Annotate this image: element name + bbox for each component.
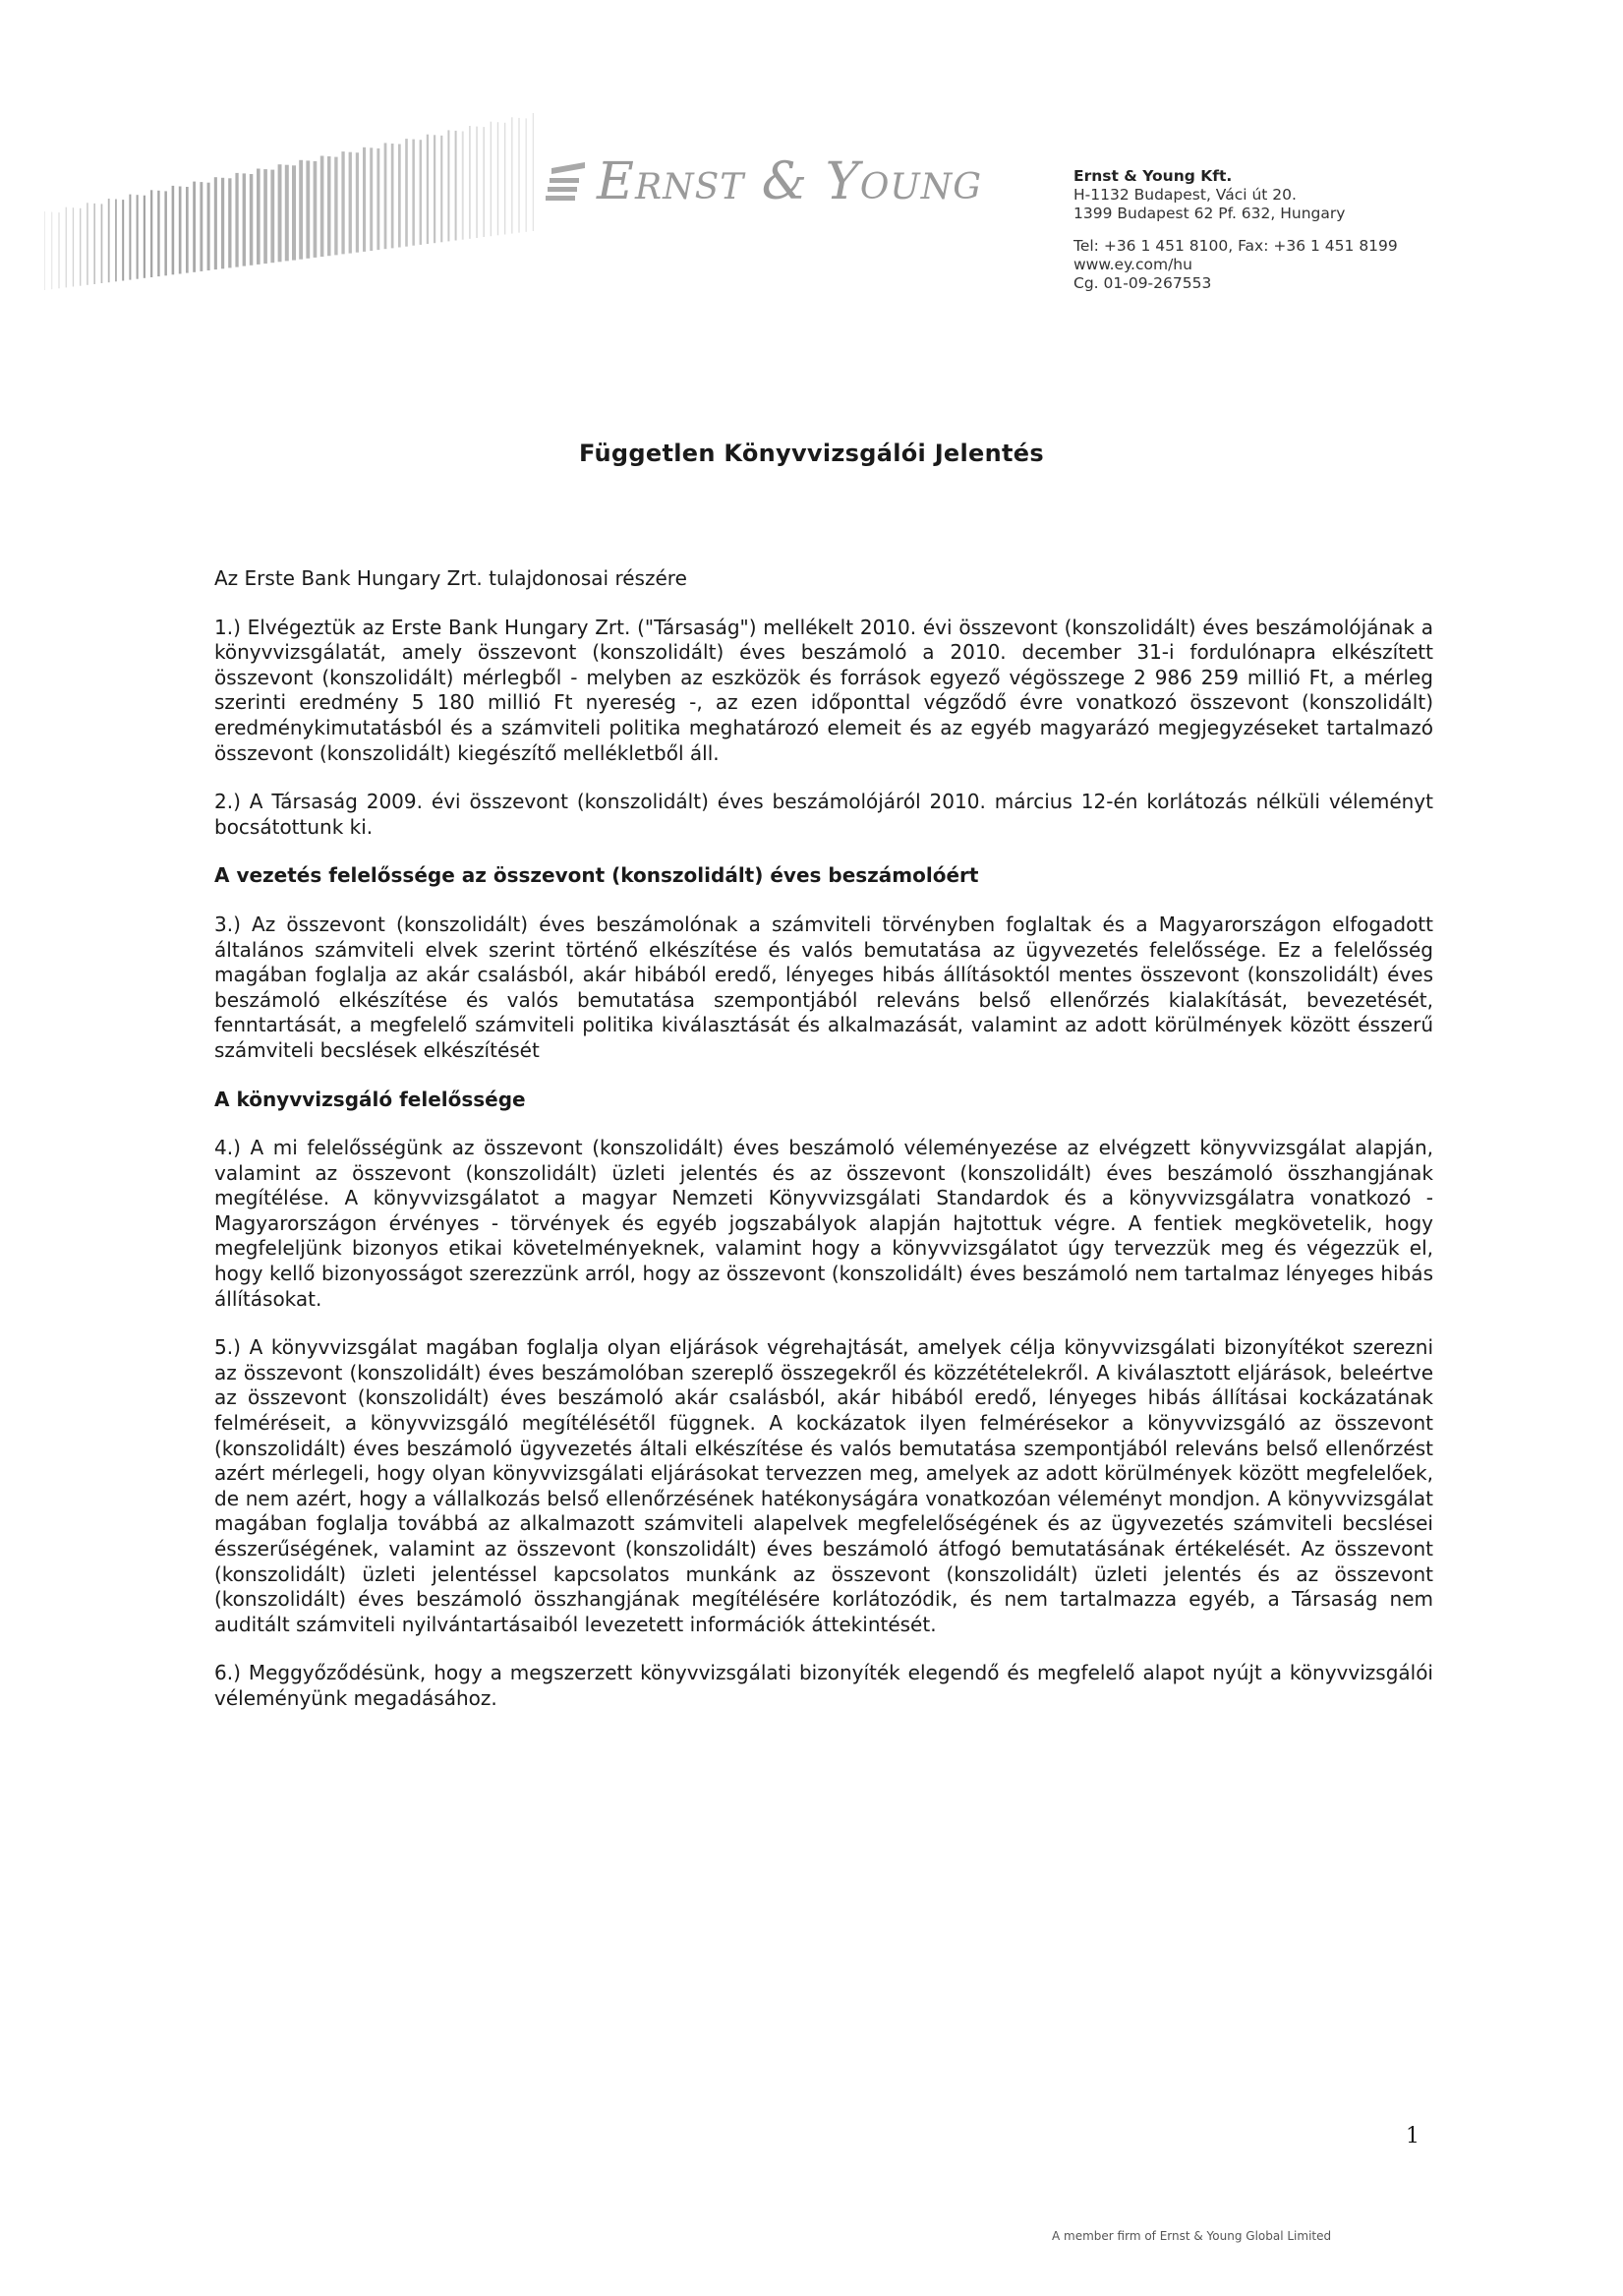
- header-bar: [349, 152, 352, 254]
- paragraph: 2.) A Társaság 2009. évi összevont (konszolidált) éves beszámolójáról 2010. március 12-én korlátozás nélküli véleményt bocsátottunk ki.: [214, 790, 1433, 839]
- header-bar: [356, 152, 359, 253]
- header-bar: [455, 131, 457, 241]
- paragraph: 4.) A mi felelősségünk az összevont (konszolidált) éves beszámoló véleményezése az elvégzett könyvvizsgálat alapján, valamint az összevont (konszolidált) üzleti jelentés és az összevont (konszolidált) éves beszámoló összhangjának megítélése. A könyvvizsgálatot a magyar Nemzeti Könyvvizsgálati Standardok és a könyvvizsgálatra vonatkozó - Magyarországon érvényes - törvények és egyéb jogszabályok alapján hajtottuk végre. A fentiek megkövetelik, hogy megfeleljünk bizonyos etikai követelményeknek, valamint hogy a könyvvizsgálatot úgy tervezzük meg és végezzük el, hogy kellő bizonyosságot szerezzünk arról, hogy az összevont (konszolidált) éves beszámoló nem tartalmaz lényeges hibás állításokat.: [214, 1136, 1433, 1311]
- header-bar: [137, 195, 139, 279]
- header-bar: [363, 147, 366, 252]
- header-bar: [412, 140, 415, 246]
- contact-line: Tel: +36 1 451 8100, Fax: +36 1 451 8199: [1073, 237, 1398, 255]
- header-bar: [327, 156, 331, 256]
- header-bar: [250, 174, 253, 265]
- header-bar: [462, 132, 464, 240]
- header-bar: [314, 161, 318, 258]
- header-bar: [66, 207, 67, 288]
- header-bar: [235, 173, 238, 267]
- header-bar: [243, 173, 246, 265]
- header-bar: [476, 127, 478, 238]
- header-bar: [483, 127, 485, 237]
- header-bar: [334, 157, 337, 256]
- header-bar: [186, 187, 189, 273]
- header-bar: [44, 211, 45, 290]
- header-bar: [497, 122, 498, 235]
- header-bars-graphic: [39, 103, 551, 300]
- paragraph: 6.) Meggyőződésünk, hogy a megszerzett könyvvizsgálati bizonyíték elegendő és megfelelő alapot nyújt a könyvvizsgálói véleményünk megadásához.: [214, 1661, 1433, 1710]
- paragraph: 5.) A könyvvizsgálat magában foglalja olyan eljárások végrehajtását, amelyek célja könyvvizsgálati bizonyítékot szerezni az összevont (konszolidált) éves beszámolóban szereplő összegekről és közzétételekről. A kiválasztott eljárások, beleértve az összevont (konszolidált) éves beszámoló akár csalásból, akár hibából eredő, lényeges hibás állításai kockázatának felméréseit, a könyvvizsgáló megítélésétől függnek. A kockázatok ilyen felmérésekor a könyvvizsgáló az összevont (konszolidált) éves beszámoló ügyvezetés általi elkészítése és valós bemutatása szempontjából releváns belső ellenőrzést azért mérlegeli, hogy olyan könyvvizsgálati eljárásokat tervezzen meg, amelyek az adott körülmények között megfelelőek, de nem azért, hogy a vállalkozás belső ellenőrzésének hatékonyságára vonatkozóan véleményt mondjon. A könyvvizsgálat magában foglalja továbbá az alkalmazott számviteli alapelvek megfelelőségének és az ügyvezetés számviteli becslései ésszerűségének, valamint az összevont (konszolidált) éves beszámoló átfogó bemutatásának értékelését. Az összevont (konszolidált) üzleti jelentéssel kapcsolatos munkánk az összevont (konszolidált) üzleti jelentés és az összevont (konszolidált) éves beszámoló összhangjának megítélésére korlátozódik, és nem tartalmazza egyéb, a Társaság nem auditált számviteli nyilvántartásaiból levezetett információk áttekintését.: [214, 1335, 1433, 1636]
- header-bar: [491, 122, 493, 237]
- header-bar: [172, 186, 175, 274]
- page-number: 1: [1406, 2124, 1420, 2149]
- section-heading: A könyvvizsgáló felelőssége: [214, 1087, 526, 1111]
- logo-mark-icon: [546, 162, 589, 202]
- header-bar: [257, 169, 261, 265]
- header-bar: [221, 178, 224, 268]
- paragraph: 1.) Elvégeztük az Erste Bank Hungary Zrt. ("Társaság") mellékelt 2010. évi összevont (konszolidált) éves beszámolójának a könyvvizsgálatát, amely összevont (konszolidált) éves beszámoló a 2010. december 31-i fordulónapra elkészített összevont (konszolidált) mérlegből - melyben az eszközök és források egyező végösszege 2 986 259 millió Ft, a mérleg szerinti eredmény 5 180 millió Ft nyereség -, az ezen időponttal végződő évre vonatkozó összevont (konszolidált) eredménykimutatásból és a számviteli politika meghatározó elemeit és az egyéb magyarázó megjegyzéseket tartalmazó összevont (konszolidált) kiegészítő mellékletből áll.: [214, 615, 1433, 765]
- addressee: Az Erste Bank Hungary Zrt. tulajdonosai részére: [214, 566, 687, 590]
- header-bar: [398, 145, 401, 248]
- header-bar: [115, 200, 117, 282]
- header-bar: [434, 135, 435, 243]
- document-title: Független Könyvvizsgálói Jelentés: [579, 440, 1044, 467]
- header-bar: [51, 212, 52, 290]
- header-bar: [179, 187, 182, 274]
- website-link[interactable]: www.ey.com/hu: [1073, 256, 1192, 273]
- header-bar: [299, 160, 303, 260]
- header-bar: [292, 165, 296, 260]
- header-bar: [511, 117, 512, 233]
- header-bar: [447, 130, 449, 241]
- header-bar: [228, 178, 231, 267]
- address-line: Ernst & Young Kft.: [1073, 167, 1233, 185]
- address-line: H-1132 Budapest, Váci út 20.: [1073, 186, 1297, 204]
- header-bar: [469, 126, 471, 239]
- header-bar: [440, 136, 442, 243]
- header-bar: [58, 212, 59, 288]
- header-bar: [157, 191, 159, 276]
- header-bar: [93, 204, 95, 284]
- logo-wordmark: Ernst & Young: [597, 152, 983, 211]
- header-bar: [263, 169, 267, 264]
- header-bar: [73, 207, 74, 286]
- header-bar: [87, 203, 88, 284]
- address-line: 1399 Budapest 62 Pf. 632, Hungary: [1073, 205, 1346, 222]
- paragraph: 3.) Az összevont (konszolidált) éves beszámolónak a számviteli törvényben foglaltak és a Magyarországon elfogadott általános számviteli elvek szerint történő elkészítése és valós bemutatása az ügyvezetés felelőssége. Ez a felelősség magában foglalja az akár csalásból, akár hibából eredő, lényeges hibás állításoktól mentes összevont (konszolidált) éves beszámoló elkészítése és valós bemutatása szempontjából releváns belső ellenőrzés kialakítását, bevezetését, fenntartását, a megfelelő számviteli politika kiválasztását és alkalmazását, valamint az adott körülmények között ésszerű számviteli becslések elkészítését: [214, 912, 1433, 1062]
- header-bar: [384, 143, 387, 249]
- header-bar: [108, 199, 110, 282]
- header-bar: [214, 177, 217, 269]
- header-bar: [377, 148, 379, 250]
- header-bar: [122, 200, 124, 280]
- header-bar: [129, 195, 131, 280]
- header-bar: [285, 165, 289, 262]
- header-bar: [80, 208, 81, 286]
- section-heading: A vezetés felelőssége az összevont (konszolidált) éves beszámolóért: [214, 863, 979, 888]
- header-bar: [193, 182, 196, 272]
- header-bar: [420, 140, 422, 245]
- header-bar: [278, 164, 282, 262]
- registration-number: Cg. 01-09-267553: [1073, 274, 1212, 292]
- header-bar: [144, 196, 145, 278]
- header-bar: [526, 118, 527, 231]
- header-bar: [533, 113, 534, 231]
- footer-note: A member firm of Ernst & Young Global Limited: [1052, 2229, 1332, 2243]
- header-bar: [207, 183, 210, 270]
- header-bar: [320, 156, 324, 258]
- header-bar: [164, 191, 167, 275]
- header-bar: [370, 147, 373, 251]
- company-logo: [546, 152, 982, 211]
- header-bar: [427, 135, 429, 244]
- header-bar: [150, 190, 152, 277]
- header-bar: [270, 170, 274, 264]
- company-address-block: [1073, 167, 1585, 293]
- header-bar: [306, 160, 310, 258]
- header-bar: [405, 139, 408, 247]
- header-bar: [341, 151, 344, 254]
- header-bar: [391, 144, 394, 248]
- header-bar: [504, 123, 505, 235]
- header-bar: [518, 118, 519, 233]
- document-body: [214, 566, 1433, 1736]
- header-bar: [200, 182, 203, 271]
- header-bar: [101, 204, 103, 283]
